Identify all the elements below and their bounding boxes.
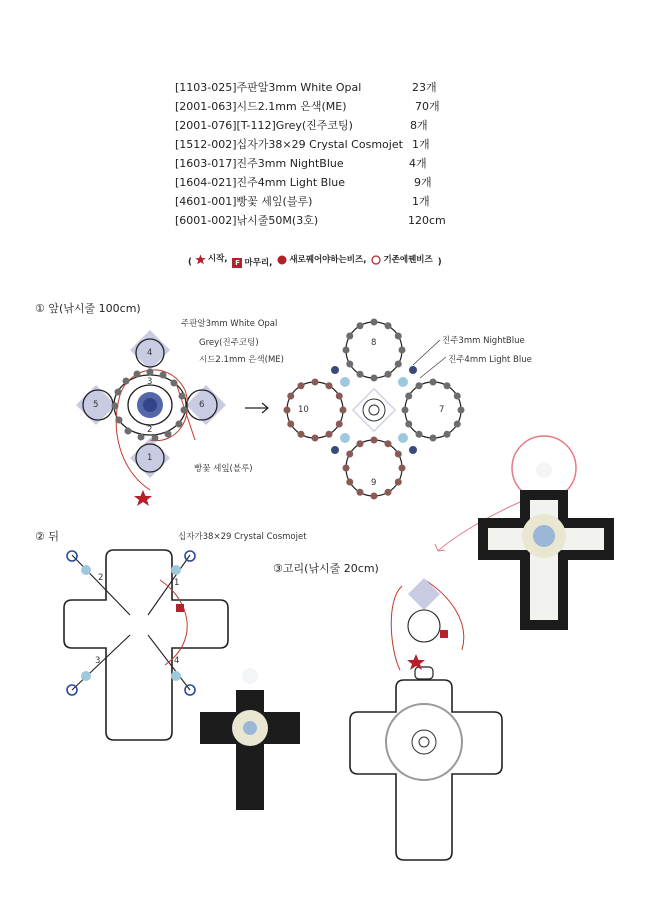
loop-number: 4: [147, 348, 153, 358]
material-code: [1603-017]: [175, 157, 237, 170]
material-name: 진주4mm Light Blue: [236, 176, 346, 189]
label-grey: Grey(진주코팅): [199, 338, 259, 348]
legend-close-paren: ): [437, 257, 442, 268]
label-nightblue: 진주3mm NightBlue: [442, 336, 525, 346]
loop-number: 4: [174, 656, 180, 666]
loop-number: 1: [147, 453, 153, 463]
loop-number: 2: [98, 573, 104, 583]
loop-number: 8: [371, 338, 377, 348]
label-seed: 시드2.1mm 은색(ME): [199, 355, 284, 365]
legend-new-beads-label: 새로꿰어야하는비즈,: [289, 254, 367, 265]
material-name: 진주3mm NightBlue: [236, 157, 344, 170]
loop-number: 10: [298, 405, 309, 415]
material-name: 낚시줄50M(3호): [236, 214, 319, 227]
material-code: [2001-076]: [175, 119, 237, 132]
material-name: 십자가38×29 Crystal Cosmojet: [236, 138, 403, 151]
material-qty: 4개: [409, 157, 427, 170]
loop-number: 3: [147, 377, 153, 387]
label-cross: 십자가38×29 Crystal Cosmojet: [178, 532, 307, 542]
loop-number: 6: [199, 400, 205, 410]
photo-cross-small: [200, 668, 300, 810]
material-qty: 70개: [415, 100, 440, 113]
material-name: 시드2.1mm 은색(ME): [236, 100, 347, 113]
step3-title: ③고리(낚시줄 20cm): [273, 562, 379, 575]
material-name: 주판알3mm White Opal: [236, 81, 362, 94]
finish-mark-icon: F: [232, 258, 242, 268]
material-qty: 23개: [412, 81, 437, 94]
loop-number: 5: [93, 400, 99, 410]
material-code: [1103-025]: [175, 81, 237, 94]
loop-number: 3: [95, 656, 101, 666]
loop-number: 1: [174, 578, 180, 588]
label-opal: 주판알3mm White Opal: [181, 319, 278, 329]
loop-number: 9: [371, 478, 377, 488]
material-code: [1512-002]: [175, 138, 237, 151]
label-flower: 빵꽃 세잎(블루): [194, 464, 253, 474]
material-qty: 120cm: [408, 214, 446, 227]
photo-cross-large: [478, 462, 614, 630]
material-name: [T-112]Grey(진주코팅): [236, 119, 353, 132]
material-qty: 8개: [410, 119, 428, 132]
material-qty: 1개: [412, 195, 430, 208]
step1-title: ① 앞(낚시줄 100cm): [35, 302, 141, 315]
material-code: [1604-021]: [175, 176, 237, 189]
material-code: [4601-001]: [175, 195, 237, 208]
material-qty: 1개: [412, 138, 430, 151]
step2-title: ② 뒤: [35, 530, 59, 543]
label-lightblue: 진주4mm Light Blue: [448, 355, 532, 365]
legend-start-label: 시작,: [207, 254, 228, 264]
material-code: [2001-063]: [175, 100, 237, 113]
material-code: [6001-002]: [175, 214, 237, 227]
legend-open-paren: (: [188, 257, 192, 268]
legend-existing-beads-label: 기존에꿴비즈: [383, 254, 433, 265]
loop-number: 7: [439, 405, 445, 415]
legend-finish-label: 마무리,: [244, 257, 273, 268]
material-qty: 9개: [414, 176, 432, 189]
material-name: 빵꽃 세잎(블루): [236, 195, 313, 208]
loop-number: 2: [147, 425, 153, 435]
